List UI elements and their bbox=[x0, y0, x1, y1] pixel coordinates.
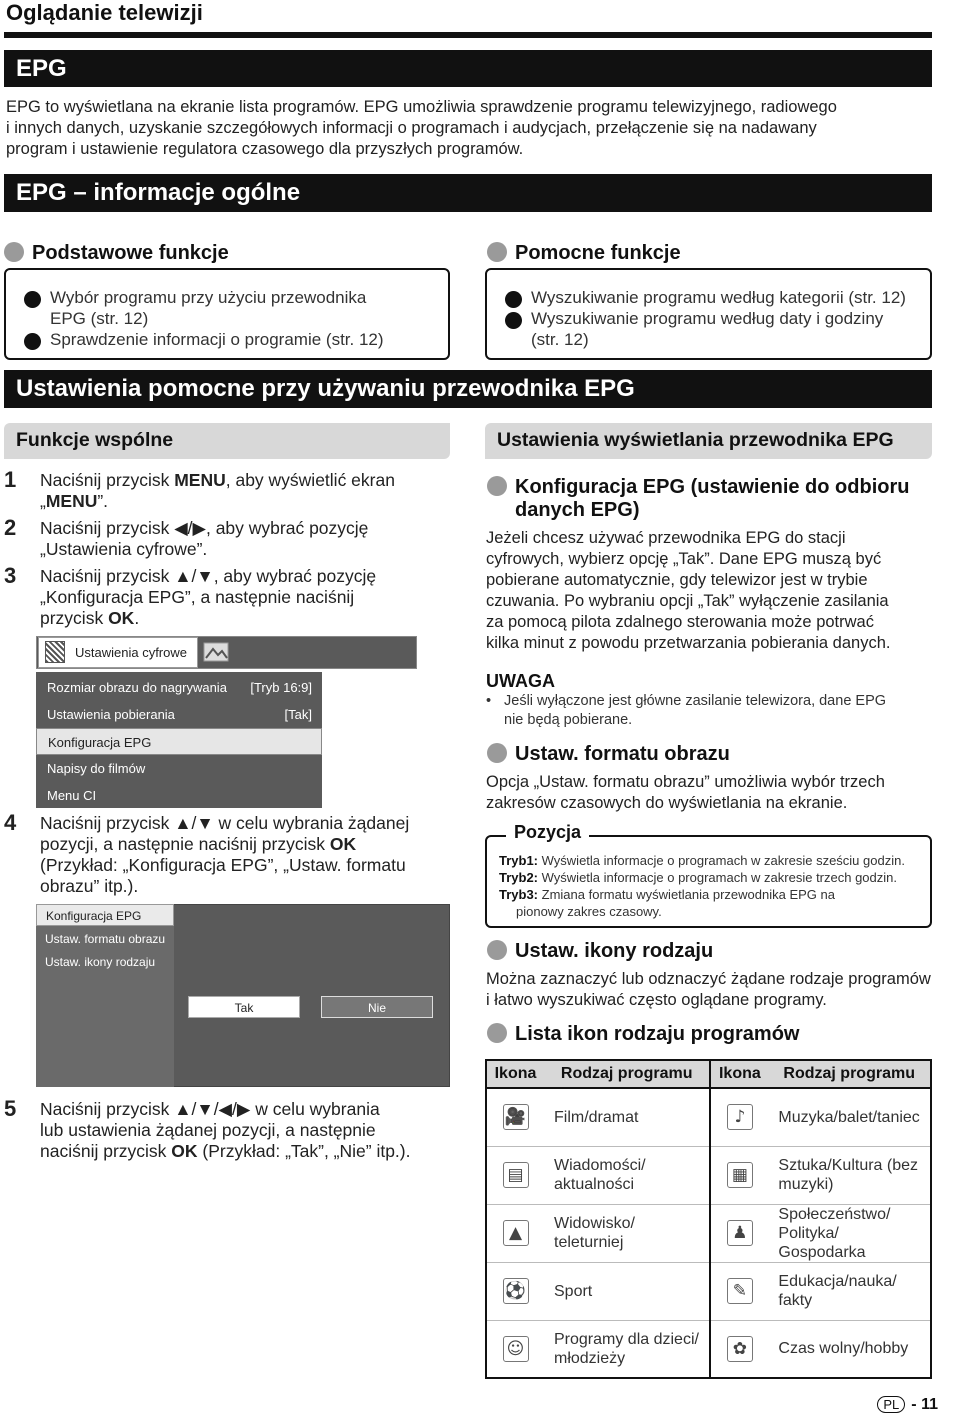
step-line: Naciśnij przycisk ▲/▼ w celu wybrania żądanej bbox=[40, 813, 410, 833]
helpful-functions-box bbox=[485, 268, 932, 360]
page-number-value: 11 bbox=[921, 1396, 938, 1413]
step-line: Naciśnij przycisk ◀/▶, aby wybrać pozycję bbox=[40, 518, 369, 538]
body-line: kilka minut z powodu przetwarzania pobierania danych. bbox=[486, 634, 891, 652]
basic-functions-box bbox=[4, 268, 450, 360]
step-line: Naciśnij przycisk MENU, aby wyświetlić ekran bbox=[40, 470, 395, 490]
body-line: Można zaznaczyć lub odznaczyć żądane rodzaje programów bbox=[486, 970, 931, 988]
table-row bbox=[486, 1262, 931, 1320]
header-genre: Rodzaj programu bbox=[768, 1060, 931, 1088]
no-button[interactable]: Nie bbox=[321, 996, 433, 1018]
education-icon: ✎ bbox=[727, 1278, 753, 1304]
format-body bbox=[486, 772, 932, 814]
menu-item-epg-config[interactable] bbox=[36, 728, 322, 755]
bullet-icon bbox=[487, 476, 507, 496]
menu-item-ci[interactable] bbox=[36, 782, 322, 809]
step-number: 4 bbox=[4, 810, 17, 835]
step-line: Naciśnij przycisk ▲/▼/◀/▶ w celu wybrania bbox=[40, 1099, 380, 1119]
position-item bbox=[499, 886, 835, 903]
page-title: Oglądanie telewizji bbox=[6, 0, 203, 25]
helpful-item: Wyszukiwanie programu według kategorii (str. 12) bbox=[531, 288, 906, 307]
genre-name: Polityka/ bbox=[778, 1224, 839, 1242]
settings-heading: Ustawienia pomocne przy używaniu przewodnika EPG bbox=[4, 370, 932, 408]
helpful-item bbox=[531, 308, 883, 350]
general-heading: EPG – informacje ogólne bbox=[4, 174, 932, 212]
genre-name: Film/dramat bbox=[554, 1108, 639, 1126]
epg-config-body bbox=[486, 528, 932, 654]
body-line: pobierane automatycznie, gdy telewizor jest w trybie bbox=[486, 571, 868, 589]
note-line: nie będą pobierane. bbox=[504, 712, 633, 728]
header-genre: Rodzaj programu bbox=[544, 1060, 710, 1088]
step-line: „Konfiguracja EPG”, a następnie naciśnij bbox=[40, 587, 355, 607]
bullet-icon bbox=[505, 312, 522, 329]
body-line: zakresów czasowych do wyświetlania na ekranie. bbox=[486, 794, 848, 812]
body-line: Opcja „Ustaw. formatu obrazu” umożliwia wybór trzech bbox=[486, 773, 885, 791]
genre-name: Sztuka/Kultura (bez bbox=[778, 1157, 919, 1174]
genre-name: Społeczeństwo/ bbox=[778, 1205, 891, 1223]
note-line: Jeśli wyłączone jest główne zasilanie telewizora, dane EPG bbox=[504, 693, 887, 709]
digital-settings-icon bbox=[45, 641, 65, 663]
bullet-icon bbox=[24, 291, 41, 308]
genre-name: Programy dla dzieci/ bbox=[554, 1330, 699, 1348]
body-line: i łatwo wyszukiwać często oglądane programy. bbox=[486, 991, 827, 1009]
hobby-icon: ✿ bbox=[727, 1336, 753, 1362]
sport-icon: ⚽ bbox=[503, 1278, 529, 1304]
helpful-item-line: (str. 12) bbox=[531, 330, 589, 349]
page-number bbox=[877, 1396, 938, 1414]
genre-name: młodzieży bbox=[554, 1349, 626, 1367]
music-icon: ♪ bbox=[727, 1104, 753, 1130]
genre-name: Widowisko/ bbox=[554, 1215, 635, 1232]
genre-name: Gospodarka bbox=[778, 1243, 866, 1261]
step-line: „MENU”. bbox=[40, 491, 109, 511]
position-text: pionowy zakres czasowy. bbox=[516, 904, 662, 919]
format-title bbox=[487, 743, 730, 766]
position-item bbox=[499, 869, 897, 886]
position-text: Wyświetla informacje o programach w zakresie sześciu godzin. bbox=[541, 853, 905, 868]
position-text: Zmiana formatu wyświetlania przewodnika EPG na bbox=[541, 887, 835, 902]
step-line: „Ustawienia cyfrowe”. bbox=[40, 539, 208, 559]
intro-line: i innych danych, uzyskanie szczegółowych informacji o programach i audycjach, przełączenie się na nadawany bbox=[6, 119, 817, 137]
table-row bbox=[486, 1320, 931, 1378]
helpful-item-line: Wyszukiwanie programu według daty i godziny bbox=[531, 309, 884, 328]
step-number: 2 bbox=[4, 515, 17, 540]
picture-icon bbox=[203, 641, 229, 663]
menu-item-subtitles[interactable] bbox=[36, 755, 322, 782]
table-row bbox=[486, 1204, 931, 1262]
bullet-icon bbox=[487, 743, 507, 763]
position-title: Pozycja bbox=[506, 822, 589, 843]
helpful-functions-label: Pomocne funkcje bbox=[515, 242, 681, 264]
page-separator: - bbox=[911, 1396, 917, 1413]
basic-functions-label: Podstawowe funkcje bbox=[32, 242, 229, 264]
news-icon: ▤ bbox=[503, 1162, 529, 1188]
genre-name: Sport bbox=[554, 1282, 593, 1300]
language-badge: PL bbox=[877, 1396, 905, 1413]
menu-item-label: Rozmiar obrazu do nagrywania bbox=[47, 680, 227, 695]
genre-name: muzyki) bbox=[778, 1176, 834, 1193]
genre-name: Edukacja/nauka/ bbox=[778, 1273, 897, 1290]
body-line: za pomocą pilota zdalnego sterowania może potrwać bbox=[486, 613, 874, 631]
genre-icon-label: Ustaw. ikony rodzaju bbox=[515, 940, 714, 962]
icon-list-label: Lista ikon rodzaju programów bbox=[515, 1023, 800, 1045]
menu-list bbox=[36, 672, 322, 808]
note-title: UWAGA bbox=[486, 671, 555, 691]
bullet-icon bbox=[505, 291, 522, 308]
icon-list-title bbox=[487, 1023, 799, 1046]
step-line: obrazu” itp.). bbox=[40, 876, 139, 896]
genre-name: fakty bbox=[778, 1292, 813, 1309]
display-settings-tab: Ustawienia wyświetlania przewodnika EPG bbox=[485, 423, 932, 459]
step-3 bbox=[40, 566, 450, 629]
step-line: przycisk OK. bbox=[40, 608, 140, 628]
position-text: Wyświetla informacje o programach w zakresie trzech godzin. bbox=[541, 870, 897, 885]
menu-item-label: Menu CI bbox=[47, 788, 97, 803]
note-body bbox=[486, 692, 932, 730]
body-line: cyfrowych, wybierz opcję „Tak”. Dane EPG muszą być bbox=[486, 550, 882, 568]
table-header-row bbox=[486, 1060, 931, 1088]
genre-name: aktualności bbox=[554, 1176, 635, 1193]
genre-icon-title bbox=[487, 940, 713, 963]
body-line: czuwania. Po wybraniu opcji „Tak” wyłączenie zasilania bbox=[486, 592, 889, 610]
basic-item bbox=[50, 287, 366, 329]
table-row bbox=[486, 1088, 931, 1146]
society-icon: ♟ bbox=[727, 1220, 753, 1246]
step-5 bbox=[40, 1099, 450, 1162]
position-label: Tryb3: bbox=[499, 887, 539, 902]
menu-item-value: [Tryb 16:9] bbox=[250, 680, 312, 695]
basic-item-line: EPG (str. 12) bbox=[50, 309, 149, 328]
step-1 bbox=[40, 470, 450, 512]
table-row bbox=[486, 1146, 931, 1204]
step-number: 1 bbox=[4, 467, 17, 492]
step-2 bbox=[40, 518, 450, 560]
step-line: lub ustawienia żądanej pozycji, a następnie bbox=[40, 1120, 376, 1140]
title-line: danych EPG) bbox=[515, 499, 640, 521]
menu-item-label: Ustawienia pobierania bbox=[47, 707, 175, 722]
header-icon: Ikona bbox=[710, 1060, 768, 1088]
kids-icon: ☺ bbox=[503, 1336, 529, 1362]
bullet-icon bbox=[487, 242, 507, 262]
yes-button[interactable]: Tak bbox=[188, 996, 300, 1018]
helpful-functions-title bbox=[487, 242, 681, 265]
genre-name: Muzyka/balet/taniec bbox=[778, 1108, 920, 1126]
menu-item-value: [Tak] bbox=[284, 707, 312, 722]
epg-config-title bbox=[487, 476, 932, 522]
genre-icon-body bbox=[486, 969, 932, 1011]
menu-item-download-settings[interactable] bbox=[36, 701, 322, 728]
title-line: Konfiguracja EPG (ustawienie do odbioru bbox=[515, 476, 910, 498]
genre-name: Czas wolny/hobby bbox=[778, 1340, 909, 1358]
genre-name: teleturniej bbox=[554, 1234, 624, 1251]
menu-item-label: Konfiguracja EPG bbox=[48, 735, 152, 750]
basic-item-line: Wybór programu przy użyciu przewodnika bbox=[50, 288, 367, 307]
position-box bbox=[485, 835, 932, 928]
dialog-item-format[interactable]: Ustaw. formatu obrazu bbox=[45, 932, 166, 946]
format-label: Ustaw. formatu obrazu bbox=[515, 743, 730, 765]
menu-tab-digital-settings[interactable]: Ustawienia cyfrowe bbox=[38, 637, 198, 668]
dialog-item-genre-icon[interactable]: Ustaw. ikony rodzaju bbox=[45, 955, 156, 969]
bullet-icon bbox=[24, 333, 41, 350]
basic-item: Sprawdzenie informacji o programie (str. 12) bbox=[50, 330, 384, 349]
film-icon: 🎥 bbox=[503, 1104, 529, 1130]
show-icon: ▲ bbox=[503, 1220, 529, 1246]
top-divider bbox=[4, 32, 932, 38]
bullet-icon bbox=[4, 242, 24, 262]
bullet-icon bbox=[487, 940, 507, 960]
step-line: (Przykład: „Konfiguracja EPG”, „Ustaw. formatu bbox=[40, 855, 406, 875]
epg-intro bbox=[6, 97, 930, 160]
intro-line: EPG to wyświetlana na ekranie lista programów. EPG umożliwia sprawdzenie programu telewizyjnego, radiowego bbox=[6, 98, 837, 116]
bullet-icon bbox=[487, 1023, 507, 1043]
step-number: 5 bbox=[4, 1096, 17, 1121]
step-line: Naciśnij przycisk ▲/▼, aby wybrać pozycję bbox=[40, 566, 377, 586]
genre-icon-table bbox=[485, 1059, 932, 1379]
note-bullet: • bbox=[486, 693, 492, 709]
menu-item-label: Napisy do filmów bbox=[47, 761, 146, 776]
step-line: pozycji, a następnie naciśnij przycisk OK bbox=[40, 834, 357, 854]
header-icon: Ikona bbox=[486, 1060, 544, 1088]
common-functions-tab: Funkcje wspólne bbox=[4, 423, 450, 459]
step-line: naciśnij przycisk OK (Przykład: „Tak”, „Nie” itp.). bbox=[40, 1141, 411, 1161]
art-icon: ▦ bbox=[727, 1162, 753, 1188]
menu-item-recording-size[interactable] bbox=[36, 674, 322, 701]
body-line: Jeżeli chcesz używać przewodnika EPG do stacji bbox=[486, 529, 846, 547]
dialog-item-epg-config[interactable]: Konfiguracja EPG bbox=[36, 904, 174, 926]
position-label: Tryb1: bbox=[499, 853, 539, 868]
intro-line: program i ustawienie regulatora czasowego dla przyszłych programów. bbox=[6, 140, 524, 158]
genre-name: Wiadomości/ bbox=[554, 1157, 646, 1174]
basic-functions-title bbox=[4, 242, 229, 265]
position-item bbox=[499, 852, 905, 869]
step-4 bbox=[40, 813, 450, 897]
position-label: Tryb2: bbox=[499, 870, 539, 885]
step-number: 3 bbox=[4, 563, 17, 588]
epg-heading: EPG bbox=[4, 50, 932, 87]
